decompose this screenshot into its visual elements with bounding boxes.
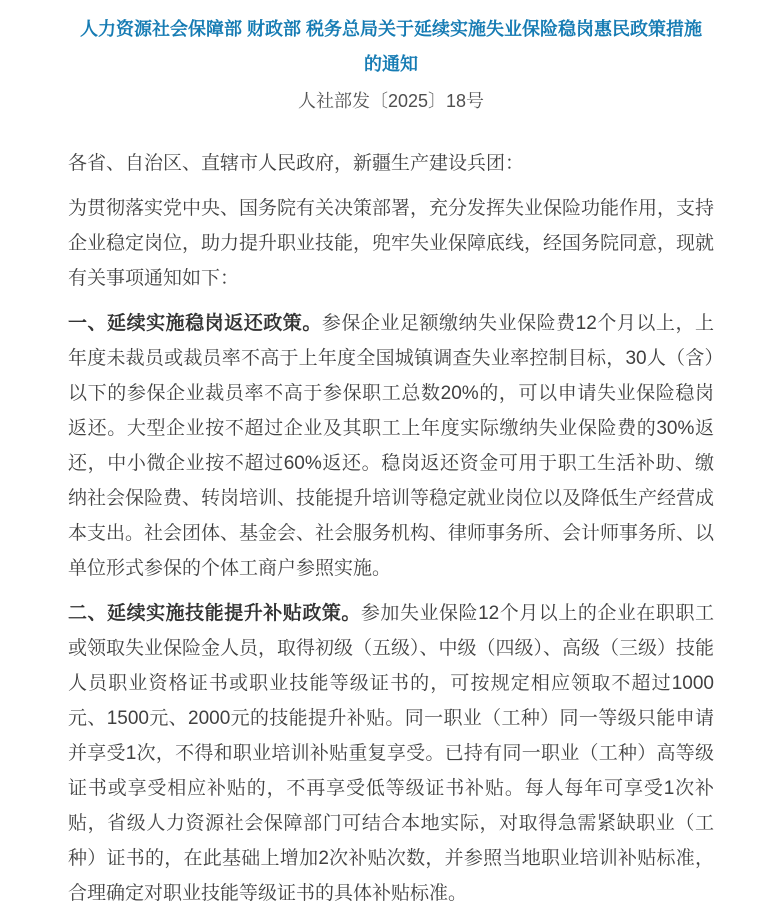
section-1-body: 参保企业足额缴纳失业保险费12个月以上，上年度未裁员或裁员率不高于上年度全国城镇调查失业率控制目标，30人（含）以下的参保企业裁员率不高于参保职工总数20%的，可以申请失业保险稳岗返还。大型企业按不超过企业及其职工上年度实际缴纳失业保险费的30%返还，中小微企业按不超过60%返还。稳岗返还资金可用于职工生活补助、缴纳社会保险费、转岗培训、技能提升培训等稳定就业岗位以及降低生产经营成本支出。社会团体、基金会、社会服务机构、律师事务所、会计师事务所、以单位形式参保的个体工商户参照实施。 (68, 313, 715, 579)
doc-number: 人社部发〔2025〕18号 (297, 91, 485, 111)
section-2-body: 参加失业保险12个月以上的企业在职职工或领取失业保险金人员，取得初级（五级）、中级（四级）、高级（三级）技能人员职业资格证书或职业技能等级证书的，可按规定相应领取不超过1000元、1500元、2000元的技能提升补贴。同一职业（工种）同一等级只能申请并享受1次，不得和职业培训补贴重复享受。已持有同一职业（工种）高等级证书或享受相应补贴的，不再享受低等级证书补贴。每人每年可享受1次补贴，省级人力资源社会保障部门可结合本地实际，对取得急需紧缺职业（工种）证书的，在此基础上增加2次补贴次数，并参照当地职业培训补贴标准，合理确定对职业技能等级证书的具体补贴标准。 (68, 603, 715, 904)
page-title: 人力资源社会保障部 财政部 税务总局关于延续实施失业保险稳岗惠民政策措施的通知 (80, 19, 702, 74)
section-2-paragraph (68, 596, 714, 911)
salutation: 各省、自治区、直辖市人民政府，新疆生产建设兵团： (68, 153, 525, 174)
section-1-heading: 一、延续实施稳岗返还政策。 (68, 313, 322, 334)
intro-paragraph: 为贯彻落实党中央、国务院有关决策部署，充分发挥失业保险功能作用，支持企业稳定岗位，助力提升职业技能，兜牢失业保障底线，经国务院同意，现就有关事项通知如下： (68, 198, 715, 289)
document-body (68, 146, 714, 911)
section-1-paragraph (68, 306, 714, 586)
section-2-heading: 二、延续实施技能提升补贴政策。 (68, 603, 361, 624)
